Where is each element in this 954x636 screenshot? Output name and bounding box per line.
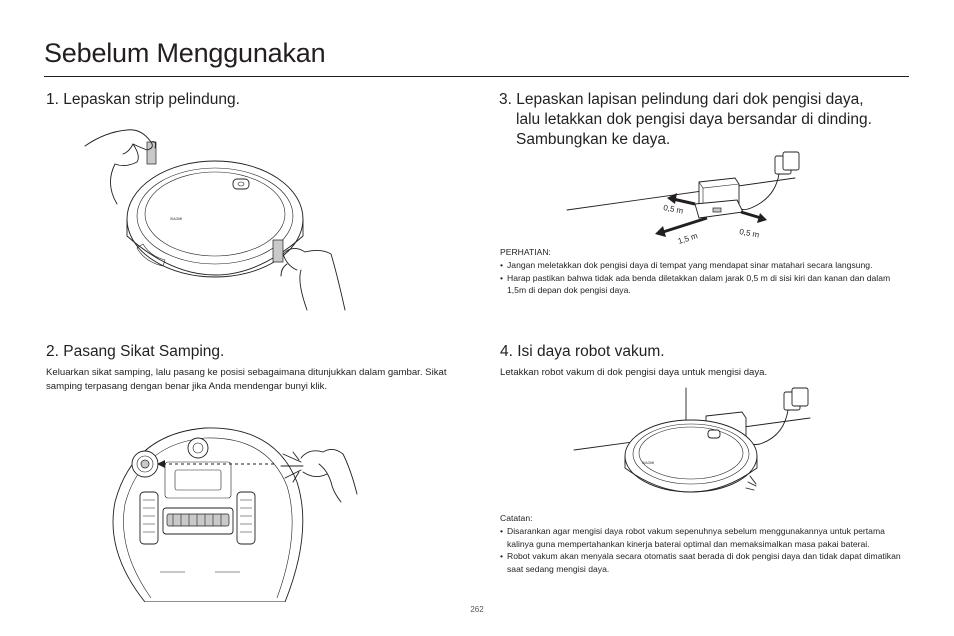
step2-body: Keluarkan sikat samping, lalu pasang ke posisi sebagaimana ditunjukkan dalam gambar. Sikat samping terpasang dengan benar jika Anda mendengar bunyi klik. xyxy=(46,367,447,392)
step3-notice xyxy=(500,246,905,297)
title-divider xyxy=(44,76,909,77)
step1-illustration xyxy=(75,124,355,314)
note-item: • Robot vakum akan menyala secara otomatis saat berada di dok pengisi daya dan tidak dapat dimatikan saat sedang mengisi daya. xyxy=(500,551,901,575)
step4-note xyxy=(500,512,908,576)
note-item: • Disarankan agar mengisi daya robot vakum sepenuhnya sebelum menggunakannya untuk pertama kalinya guna mempertahankan kinerja baterai optimal dan memaksimalkan masa pakai baterai. xyxy=(500,525,885,549)
svg-text:XIAOMI: XIAOMI xyxy=(642,461,655,465)
step4-body: Letakkan robot vakum di dok pengisi daya untuk mengisi daya. xyxy=(500,367,768,378)
notice-item: • Jangan meletakkan dok pengisi daya di tempat yang mendapat sinar matahari secara langsung. xyxy=(500,259,873,270)
page-number: 262 xyxy=(470,605,484,614)
step2-illustration xyxy=(105,422,375,602)
step1-heading: 1. Lepaskan strip pelindung. xyxy=(46,91,240,108)
bullet-icon: • xyxy=(500,272,504,283)
bullet-icon: • xyxy=(500,525,504,536)
label-left-distance: 0,5 m xyxy=(662,203,684,216)
label-right-distance: 0,5 m xyxy=(738,227,760,240)
step3-heading xyxy=(499,90,909,150)
step3-illustration xyxy=(565,148,835,248)
step4-heading: 4. Isi daya robot vakum. xyxy=(500,343,665,360)
notice-title: PERHATIAN: xyxy=(500,247,551,257)
svg-text:XIAOMI: XIAOMI xyxy=(170,217,183,221)
step2-heading: 2. Pasang Sikat Samping. xyxy=(46,343,225,360)
note-title: Catatan: xyxy=(500,513,533,523)
step3-heading-line-2: lalu letakkan dok pengisi daya bersandar di dinding. xyxy=(516,111,872,128)
page-title: Sebelum Menggunakan xyxy=(44,38,326,68)
bullet-icon: • xyxy=(500,259,504,270)
step4-illustration xyxy=(570,384,840,514)
step3-heading-line-1: 3. Lepaskan lapisan pelindung dari dok pengisi daya, xyxy=(499,91,864,108)
label-front-distance: 1,5 m xyxy=(676,231,699,246)
step3-heading-line-3: Sambungkan ke daya. xyxy=(516,131,671,148)
bullet-icon: • xyxy=(500,551,504,562)
notice-item: • Harap pastikan bahwa tidak ada benda diletakkan dalam jarak 0,5 m di sisi kiri dan kanan dan dalam 1,5m di depan dok pengisi daya. xyxy=(500,272,891,296)
